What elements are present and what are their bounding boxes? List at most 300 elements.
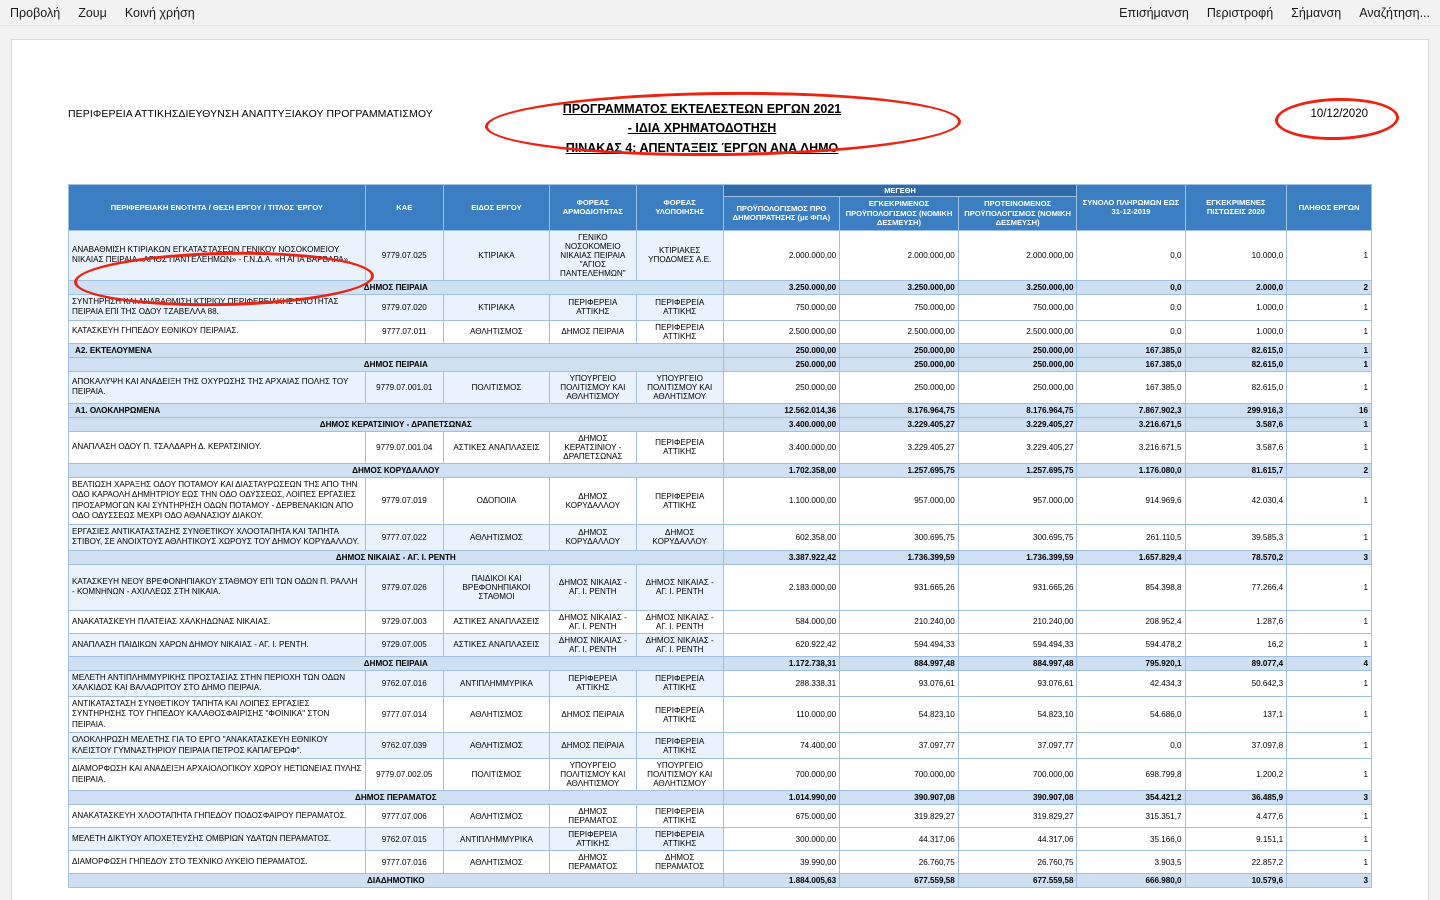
cell-approved-budget: 2.500.000,00 <box>840 320 959 343</box>
subtotal-value-3: 8.176.964,75 <box>958 403 1077 417</box>
title-line-2: - ΙΔΙΑ ΧΡΗΜΑΤΟΔΟΤΗΣΗ <box>627 121 777 136</box>
cell-project-type: ΑΣΤΙΚΕΣ ΑΝΑΠΛΑΣΕΙΣ <box>443 633 549 656</box>
subtotal-label: ΔΗΜΟΣ ΠΕΙΡΑΙΑ <box>69 656 724 670</box>
col-header-project-type: ΕΙΔΟΣ ΕΡΓΟΥ <box>443 185 549 231</box>
cell-approved-credits: 137,1 <box>1185 696 1287 733</box>
cell-proposed-budget: 957.000,00 <box>958 477 1077 524</box>
subtotal-value-3: 3.250.000,00 <box>958 280 1077 294</box>
cell-project-title: ΜΕΛΕΤΗ ΔΙΚΤΥΟΥ ΑΠΟΧΕΤΕΥΣΗΣ ΟΜΒΡΙΩΝ ΥΔΑΤΩΝ ΠΕΡΑΜΑΤΟΣ. <box>69 828 366 851</box>
subtotal-value-2: 1.736.399,59 <box>840 550 959 564</box>
cell-project-type: ΑΝΤΙΠΛΗΜΜΥΡΙΚΑ <box>443 828 549 851</box>
cell-total-payments: 0,0 <box>1077 733 1185 759</box>
subtotal-value-1: 3.400.000,00 <box>723 417 840 431</box>
cell-total-payments: 315.351,7 <box>1077 805 1185 828</box>
document-header <box>12 40 1428 155</box>
cell-implementer: ΚΤΙΡΙΑΚΕΣ ΥΠΟΔΟΜΕΣ Α.Ε. <box>636 230 723 280</box>
subtotal-value-3: 250.000,00 <box>958 343 1077 357</box>
cell-budget-pre-tender: 700.000,00 <box>723 759 840 791</box>
cell-proposed-budget: 700.000,00 <box>958 759 1077 791</box>
cell-total-payments: 208.952,4 <box>1077 610 1185 633</box>
subtotal-value-6: 1 <box>1287 343 1372 357</box>
subtotal-value-3: 3.229.405,27 <box>958 417 1077 431</box>
cell-project-count: 1 <box>1287 828 1372 851</box>
cell-kae: 9779.07.025 <box>365 230 443 280</box>
cell-project-count: 1 <box>1287 610 1372 633</box>
subtotal-value-4: 354.421,2 <box>1077 791 1185 805</box>
cell-project-title: ΣΥΝΤΗΡΗΣΗ ΚΑΙ ΑΝΑΒΑΘΜΙΣΗ ΚΤΙΡΙΟΥ ΠΕΡΙΦΕΡΕΙΑΚΗΣ ΕΝΟΤΗΤΑΣ ΠΕΙΡΑΙΑ ΕΠΙ ΤΗΣ ΟΔΟΥ ΤΖΑΒΕΛΛΑ 88. <box>69 294 366 320</box>
cell-project-title: ΑΝΑΠΛΑΣΗ ΠΑΙΔΙΚΩΝ ΧΑΡΩΝ ΔΗΜΟΥ ΝΙΚΑΙΑΣ - ΑΓ. Ι. ΡΕΝΤΗ. <box>69 633 366 656</box>
cell-approved-budget: 2.000.000,00 <box>840 230 959 280</box>
subtotal-value-6: 3 <box>1287 791 1372 805</box>
cell-project-title: ΕΡΓΑΣΙΕΣ ΑΝΤΙΚΑΤΑΣΤΑΣΗΣ ΣΥΝΘΕΤΙΚΟΥ ΧΛΟΟΤΑΠΗΤΑ ΚΑΙ ΤΑΠΗΤΑ ΣΤΙΒΟΥ, ΣΕ ΑΝΟΙΧΤΟΥΣ ΑΘΛΗΤΙΚΟΥΣ ΧΩΡΟΥΣ ΤΟΥ ΔΗΜΟΥ ΚΟΡΥΔΑΛΛΟΥ. <box>69 524 366 550</box>
table-row <box>69 564 1372 610</box>
subtotal-value-6: 3 <box>1287 550 1372 564</box>
cell-approved-credits: 22.857,2 <box>1185 851 1287 874</box>
table-row <box>69 851 1372 874</box>
subtotal-value-3: 250.000,00 <box>958 357 1077 371</box>
cell-total-payments: 261.110,5 <box>1077 524 1185 550</box>
cell-authority: ΓΕΝΙΚΟ ΝΟΣΟΚΟΜΕΙΟ ΝΙΚΑΙΑΣ ΠΕΙΡΑΙΑ "ΑΓΙΟΣ ΠΑΝΤΕΛΕΗΜΩΝ" <box>549 230 636 280</box>
subtotal-value-1: 1.884.005,63 <box>723 874 840 888</box>
cell-project-title: ΑΝΑΒΑΘΜΙΣΗ ΚΤΙΡΙΑΚΩΝ ΕΓΚΑΤΑΣΤΑΣΕΩΝ ΓΕΝΙΚΟΥ ΝΟΣΟΚΟΜΕΙΟΥ ΝΙΚΑΙΑΣ ΠΕΙΡΑΙΑ «ΑΓΙΟΣ ΠΑΝΤΕΛΕΗΜΩΝ» - Γ.Ν.Δ.Α. «Η ΑΓΙΑ ΒΑΡΒΑΡΑ». <box>69 230 366 280</box>
cell-budget-pre-tender: 250.000,00 <box>723 371 840 403</box>
cell-authority: ΔΗΜΟΣ ΠΕΡΑΜΑΤΟΣ <box>549 805 636 828</box>
subtotal-value-6: 4 <box>1287 656 1372 670</box>
document-viewport[interactable] <box>0 26 1440 900</box>
subtotal-value-6: 1 <box>1287 417 1372 431</box>
cell-proposed-budget: 3.229.405,27 <box>958 431 1077 463</box>
cell-proposed-budget: 750.000,00 <box>958 294 1077 320</box>
cell-implementer: ΠΕΡΙΦΕΡΕΙΑ ΑΤΤΙΚΗΣ <box>636 320 723 343</box>
cell-approved-budget: 319.829,27 <box>840 805 959 828</box>
cell-project-count: 1 <box>1287 670 1372 696</box>
cell-authority: ΔΗΜΟΣ ΠΕΙΡΑΙΑ <box>549 320 636 343</box>
cell-budget-pre-tender: 2.000.000,00 <box>723 230 840 280</box>
cell-kae: 9779.07.026 <box>365 564 443 610</box>
cell-approved-credits: 1.200,2 <box>1185 759 1287 791</box>
cell-authority: ΔΗΜΟΣ ΚΕΡΑΤΣΙΝΙΟΥ - ΔΡΑΠΕΤΣΩΝΑΣ <box>549 431 636 463</box>
cell-authority: ΠΕΡΙΦΕΡΕΙΑ ΑΤΤΙΚΗΣ <box>549 828 636 851</box>
cell-project-type: ΑΘΛΗΤΙΣΜΟΣ <box>443 805 549 828</box>
table-row <box>69 670 1372 696</box>
table-subtotal-row <box>69 417 1372 431</box>
col-header-authority: ΦΟΡΕΑΣ ΑΡΜΟΔΙΟΤΗΤΑΣ <box>549 185 636 231</box>
subtotal-value-5: 10.579,6 <box>1185 874 1287 888</box>
cell-kae: 9729.07.005 <box>365 633 443 656</box>
cell-total-payments: 914.969,6 <box>1077 477 1185 524</box>
table-row <box>69 371 1372 403</box>
cell-authority: ΔΗΜΟΣ ΠΕΙΡΑΙΑ <box>549 733 636 759</box>
menu-item-rotate[interactable]: Περιστροφή <box>1206 5 1274 20</box>
subtotal-value-5: 3.587,6 <box>1185 417 1287 431</box>
table-subtotal-row <box>69 656 1372 670</box>
cell-approved-budget: 594.494,33 <box>840 633 959 656</box>
cell-project-count: 1 <box>1287 851 1372 874</box>
subtotal-label: ΔΗΜΟΣ ΚΕΡΑΤΣΙΝΙΟΥ - ΔΡΑΠΕΤΣΩΝΑΣ <box>69 417 724 431</box>
cell-budget-pre-tender: 750.000,00 <box>723 294 840 320</box>
document-page <box>12 40 1428 900</box>
cell-total-payments: 854.398,8 <box>1077 564 1185 610</box>
cell-budget-pre-tender: 3.400.000,00 <box>723 431 840 463</box>
cell-project-type: ΑΘΛΗΤΙΣΜΟΣ <box>443 696 549 733</box>
cell-total-payments: 167.385,0 <box>1077 371 1185 403</box>
cell-project-count: 1 <box>1287 477 1372 524</box>
cell-project-title: ΑΝΑΚΑΤΑΣΚΕΥΗ ΧΛΟΟΤΑΠΗΤΑ ΓΗΠΕΔΟΥ ΠΟΔΟΣΦΑΙΡΟΥ ΠΕΡΑΜΑΤΟΣ. <box>69 805 366 828</box>
cell-approved-credits: 9.151,1 <box>1185 828 1287 851</box>
cell-authority: ΔΗΜΟΣ ΠΕΡΑΜΑΤΟΣ <box>549 851 636 874</box>
table-row <box>69 805 1372 828</box>
subtotal-value-1: 12.562.014,36 <box>723 403 840 417</box>
cell-approved-credits: 42.030,4 <box>1185 477 1287 524</box>
cell-total-payments: 0,0 <box>1077 320 1185 343</box>
cell-project-type: ΟΔΟΠΟΙΙΑ <box>443 477 549 524</box>
cell-budget-pre-tender: 300.000,00 <box>723 828 840 851</box>
cell-proposed-budget: 931.665,26 <box>958 564 1077 610</box>
cell-project-type: ΚΤΙΡΙΑΚΑ <box>443 294 549 320</box>
subtotal-value-6: 1 <box>1287 357 1372 371</box>
subtotal-label: ΔΗΜΟΣ ΚΟΡΥΔΑΛΛΟΥ <box>69 463 724 477</box>
cell-project-type: ΑΘΛΗΤΙΣΜΟΣ <box>443 851 549 874</box>
cell-total-payments: 35.166,0 <box>1077 828 1185 851</box>
cell-kae: 9779.07.001.04 <box>365 431 443 463</box>
col-header-project-count: ΠΛΗΘΟΣ ΕΡΓΩΝ <box>1287 185 1372 231</box>
cell-authority: ΥΠΟΥΡΓΕΙΟ ΠΟΛΙΤΙΣΜΟΥ ΚΑΙ ΑΘΛΗΤΙΣΜΟΥ <box>549 371 636 403</box>
cell-project-type: ΑΘΛΗΤΙΣΜΟΣ <box>443 320 549 343</box>
cell-approved-credits: 37.097,8 <box>1185 733 1287 759</box>
cell-authority: ΔΗΜΟΣ ΝΙΚΑΙΑΣ - ΑΓ. Ι. ΡΕΝΤΗ <box>549 610 636 633</box>
cell-approved-credits: 1.000,0 <box>1185 320 1287 343</box>
cell-project-count: 1 <box>1287 564 1372 610</box>
subtotal-value-5: 36.485,9 <box>1185 791 1287 805</box>
cell-kae: 9777.07.006 <box>365 805 443 828</box>
subtotal-value-5: 81.615,7 <box>1185 463 1287 477</box>
cell-authority: ΔΗΜΟΣ ΠΕΙΡΑΙΑ <box>549 696 636 733</box>
table-row <box>69 431 1372 463</box>
cell-proposed-budget: 210.240,00 <box>958 610 1077 633</box>
menu-left-group <box>10 6 195 20</box>
cell-budget-pre-tender: 2.183.000,00 <box>723 564 840 610</box>
cell-authority: ΔΗΜΟΣ ΝΙΚΑΙΑΣ - ΑΓ. Ι. ΡΕΝΤΗ <box>549 633 636 656</box>
cell-budget-pre-tender: 2.500.000,00 <box>723 320 840 343</box>
cell-budget-pre-tender: 1.100.000,00 <box>723 477 840 524</box>
cell-project-title: ΚΑΤΑΣΚΕΥΗ ΝΕΟΥ ΒΡΕΦΟΝΗΠΙΑΚΟΥ ΣΤΑΘΜΟΥ ΕΠΙ ΤΩΝ ΟΔΩΝ Π. ΡΑΛΛΗ - ΚΟΜΝΗΝΩΝ - ΑΧΙΛΛΕΩΣ ΣΤΗ ΝΙΚΑΙΑ. <box>69 564 366 610</box>
cell-project-title: ΔΙΑΜΟΡΦΩΣΗ ΚΑΙ ΑΝΑΔΕΙΞΗ ΑΡΧΑΙΟΛΟΓΙΚΟΥ ΧΩΡΟΥ ΗΕΤΙΩΝΕΙΑΣ ΠΥΛΗΣ ΠΕΙΡΑΙΑ. <box>69 759 366 791</box>
cell-proposed-budget: 26.760,75 <box>958 851 1077 874</box>
table-subtotal-row <box>69 463 1372 477</box>
cell-project-type: ΑΝΤΙΠΛΗΜΜΥΡΙΚΑ <box>443 670 549 696</box>
subtotal-value-6: 16 <box>1287 403 1372 417</box>
subtotal-value-3: 1.257.695,75 <box>958 463 1077 477</box>
cell-budget-pre-tender: 602.358,00 <box>723 524 840 550</box>
menu-item-zoom[interactable]: Ζουμ <box>78 5 107 20</box>
table-row <box>69 759 1372 791</box>
col-header-title: ΠΕΡΙΦΕΡΕΙΑΚΗ ΕΝΟΤΗΤΑ / ΘΕΣΗ ΕΡΓΟΥ / ΤΙΤΛΟΣ ΈΡΓΟΥ <box>69 185 366 231</box>
subtotal-value-1: 3.250.000,00 <box>723 280 840 294</box>
cell-project-type: ΑΘΛΗΤΙΣΜΟΣ <box>443 524 549 550</box>
subtotal-value-2: 250.000,00 <box>840 357 959 371</box>
cell-proposed-budget: 250.000,00 <box>958 371 1077 403</box>
cell-project-title: ΚΑΤΑΣΚΕΥΗ ΓΗΠΕΔΟΥ ΕΘΝΙΚΟΥ ΠΕΙΡΑΙΑΣ. <box>69 320 366 343</box>
table-subtotal-row <box>69 874 1372 888</box>
cell-total-payments: 42.434,3 <box>1077 670 1185 696</box>
subtotal-value-2: 8.176.964,75 <box>840 403 959 417</box>
subtotal-value-6: 2 <box>1287 463 1372 477</box>
cell-proposed-budget: 2.500.000,00 <box>958 320 1077 343</box>
subtotal-value-2: 884.997,48 <box>840 656 959 670</box>
subtotal-value-4: 0,0 <box>1077 280 1185 294</box>
cell-budget-pre-tender: 675.000,00 <box>723 805 840 828</box>
cell-implementer: ΥΠΟΥΡΓΕΙΟ ΠΟΛΙΤΙΣΜΟΥ ΚΑΙ ΑΘΛΗΤΙΣΜΟΥ <box>636 759 723 791</box>
cell-project-type: ΚΤΙΡΙΑΚΑ <box>443 230 549 280</box>
cell-project-title: ΔΙΑΜΟΡΦΩΣΗ ΓΗΠΕΔΟΥ ΣΤΟ ΤΕΧΝΙΚΟ ΛΥΚΕΙΟ ΠΕΡΑΜΑΤΟΣ. <box>69 851 366 874</box>
cell-approved-credits: 16,2 <box>1185 633 1287 656</box>
cell-approved-credits: 77.266,4 <box>1185 564 1287 610</box>
subtotal-value-1: 3.387.922,42 <box>723 550 840 564</box>
cell-total-payments: 0,0 <box>1077 294 1185 320</box>
cell-project-count: 1 <box>1287 320 1372 343</box>
table-subtotal-row <box>69 791 1372 805</box>
col-group-header-megethi: ΜΕΓΕΘΗ <box>723 185 1077 197</box>
col-header-budget-pre-tender: ΠΡΟΫΠΟΛΟΓΙΣΜΟΣ ΠΡΟ ΔΗΜΟΠΡΑΤΗΣΗΣ (με ΦΠΑ) <box>723 197 840 230</box>
cell-authority: ΔΗΜΟΣ ΚΟΡΥΔΑΛΛΟΥ <box>549 477 636 524</box>
cell-approved-budget: 300.695,75 <box>840 524 959 550</box>
cell-kae: 9777.07.022 <box>365 524 443 550</box>
cell-kae: 9729.07.003 <box>365 610 443 633</box>
cell-approved-budget: 3.229.405,27 <box>840 431 959 463</box>
menu-item-highlight[interactable]: Επισήμανση <box>1119 5 1189 20</box>
cell-kae: 9779.07.001.01 <box>365 371 443 403</box>
cell-project-count: 1 <box>1287 696 1372 733</box>
subtotal-value-5: 82.615,0 <box>1185 343 1287 357</box>
subtotal-value-4: 7.867.902,3 <box>1077 403 1185 417</box>
subtotal-value-5: 2.000,0 <box>1185 280 1287 294</box>
cell-kae: 9779.07.019 <box>365 477 443 524</box>
cell-approved-budget: 957.000,00 <box>840 477 959 524</box>
projects-table <box>68 184 1372 888</box>
cell-total-payments: 0,0 <box>1077 230 1185 280</box>
cell-budget-pre-tender: 620.922,42 <box>723 633 840 656</box>
col-header-approved-budget: ΕΓΚΕΚΡΙΜΕΝΟΣ ΠΡΟΫΠΟΛΟΓΙΣΜΟΣ (ΝΟΜΙΚΗ ΔΕΣΜΕΥΣΗ) <box>840 197 959 230</box>
cell-project-type: ΑΘΛΗΤΙΣΜΟΣ <box>443 733 549 759</box>
cell-project-title: ΑΝΑΚΑΤΑΣΚΕΥΗ ΠΛΑΤΕΙΑΣ ΧΑΛΚΗΔΩΝΑΣ ΝΙΚΑΙΑΣ. <box>69 610 366 633</box>
cell-implementer: ΠΕΡΙΦΕΡΕΙΑ ΑΤΤΙΚΗΣ <box>636 805 723 828</box>
cell-implementer: ΠΕΡΙΦΕΡΕΙΑ ΑΤΤΙΚΗΣ <box>636 431 723 463</box>
cell-implementer: ΠΕΡΙΦΕΡΕΙΑ ΑΤΤΙΚΗΣ <box>636 670 723 696</box>
menu-item-share[interactable]: Κοινή χρήση <box>124 5 195 20</box>
document-date: 10/12/2020 <box>1310 108 1368 120</box>
cell-approved-budget: 210.240,00 <box>840 610 959 633</box>
table-subtotal-row <box>69 403 1372 417</box>
cell-approved-credits: 82.615,0 <box>1185 371 1287 403</box>
cell-approved-credits: 4.477,6 <box>1185 805 1287 828</box>
cell-project-count: 1 <box>1287 759 1372 791</box>
cell-project-count: 1 <box>1287 371 1372 403</box>
table-row <box>69 696 1372 733</box>
cell-proposed-budget: 54.823,10 <box>958 696 1077 733</box>
cell-budget-pre-tender: 74.400,00 <box>723 733 840 759</box>
cell-project-title: ΑΠΟΚΑΛΥΨΗ ΚΑΙ ΑΝΑΔΕΙΞΗ ΤΗΣ ΟΧΥΡΩΣΗΣ ΤΗΣ ΑΡΧΑΙΑΣ ΠΟΛΗΣ ΤΟΥ ΠΕΙΡΑΙΑ. <box>69 371 366 403</box>
subtotal-label: ΔΙΑΔΗΜΟΤΙΚΟ <box>69 874 724 888</box>
subtotal-label: ΔΗΜΟΣ ΠΕΡΑΜΑΤΟΣ <box>69 791 724 805</box>
cell-authority: ΔΗΜΟΣ ΝΙΚΑΙΑΣ - ΑΓ. Ι. ΡΕΝΤΗ <box>549 564 636 610</box>
cell-project-type: ΠΟΛΙΤΙΣΜΟΣ <box>443 759 549 791</box>
title-line-3: ΠΙΝΑΚΑΣ 4: ΑΠΕΝΤΑΞΕΙΣ ΈΡΓΩΝ ΑΝΑ ΔΗΜΟ <box>565 140 839 155</box>
cell-total-payments: 3.216.671,5 <box>1077 431 1185 463</box>
cell-approved-credits: 3.587,6 <box>1185 431 1287 463</box>
subtotal-value-4: 795.920,1 <box>1077 656 1185 670</box>
cell-proposed-budget: 594.494,33 <box>958 633 1077 656</box>
cell-kae: 9779.07.020 <box>365 294 443 320</box>
subtotal-value-2: 1.257.695,75 <box>840 463 959 477</box>
subtotal-value-2: 677.559,58 <box>840 874 959 888</box>
subtotal-value-1: 1.702.358,00 <box>723 463 840 477</box>
cell-implementer: ΥΠΟΥΡΓΕΙΟ ΠΟΛΙΤΙΣΜΟΥ ΚΑΙ ΑΘΛΗΤΙΣΜΟΥ <box>636 371 723 403</box>
cell-kae: 9779.07.002.05 <box>365 759 443 791</box>
cell-budget-pre-tender: 584.000,00 <box>723 610 840 633</box>
table-row <box>69 610 1372 633</box>
subtotal-value-5: 299.916,3 <box>1185 403 1287 417</box>
cell-implementer: ΠΕΡΙΦΕΡΕΙΑ ΑΤΤΙΚΗΣ <box>636 477 723 524</box>
table-row <box>69 733 1372 759</box>
subtotal-value-2: 3.250.000,00 <box>840 280 959 294</box>
subtotal-value-4: 1.657.829,4 <box>1077 550 1185 564</box>
subtotal-value-3: 677.559,58 <box>958 874 1077 888</box>
title-line-1: ΠΡΟΓΡΑΜΜΑΤΟΣ ΕΚΤΕΛΕΣΤΕΩΝ ΕΡΓΩΝ 2021 <box>562 102 842 116</box>
organisation-line: ΠΕΡΙΦΕΡΕΙΑ ΑΤΤΙΚΗΣΔΙΕΥΘΥΝΣΗ ΑΝΑΠΤΥΞΙΑΚΟΥ ΠΡΟΓΡΑΜΜΑΤΙΣΜΟΥ <box>68 108 433 120</box>
cell-implementer: ΔΗΜΟΣ ΝΙΚΑΙΑΣ - ΑΓ. Ι. ΡΕΝΤΗ <box>636 564 723 610</box>
subtotal-value-1: 250.000,00 <box>723 343 840 357</box>
subtotal-label: Α2. ΕΚΤΕΛΟΥΜΕΝΑ <box>69 343 724 357</box>
cell-approved-budget: 54.823,10 <box>840 696 959 733</box>
subtotal-value-4: 167.385,0 <box>1077 343 1185 357</box>
subtotal-label: ΔΗΜΟΣ ΝΙΚΑΙΑΣ - ΑΓ. Ι. ΡΕΝΤΗ <box>69 550 724 564</box>
menu-item-view[interactable]: Προβολή <box>10 5 61 20</box>
cell-authority: ΔΗΜΟΣ ΚΟΡΥΔΑΛΛΟΥ <box>549 524 636 550</box>
cell-approved-budget: 750.000,00 <box>840 294 959 320</box>
cell-kae: 9777.07.011 <box>365 320 443 343</box>
col-header-kae: ΚΑΕ <box>365 185 443 231</box>
subtotal-value-1: 1.172.738,31 <box>723 656 840 670</box>
cell-approved-budget: 931.665,26 <box>840 564 959 610</box>
table-row <box>69 477 1372 524</box>
cell-proposed-budget: 44.317,06 <box>958 828 1077 851</box>
cell-approved-credits: 39.585,3 <box>1185 524 1287 550</box>
cell-project-type: ΑΣΤΙΚΕΣ ΑΝΑΠΛΑΣΕΙΣ <box>443 431 549 463</box>
cell-budget-pre-tender: 110.000,00 <box>723 696 840 733</box>
cell-implementer: ΔΗΜΟΣ ΝΙΚΑΙΑΣ - ΑΓ. Ι. ΡΕΝΤΗ <box>636 633 723 656</box>
subtotal-label: ΔΗΜΟΣ ΠΕΙΡΑΙΑ <box>69 357 724 371</box>
cell-implementer: ΔΗΜΟΣ ΠΕΡΑΜΑΤΟΣ <box>636 851 723 874</box>
cell-kae: 9762.07.039 <box>365 733 443 759</box>
cell-total-payments: 3.903,5 <box>1077 851 1185 874</box>
subtotal-value-2: 3.229.405,27 <box>840 417 959 431</box>
cell-proposed-budget: 93.076,61 <box>958 670 1077 696</box>
cell-authority: ΠΕΡΙΦΕΡΕΙΑ ΑΤΤΙΚΗΣ <box>549 294 636 320</box>
table-subtotal-row <box>69 550 1372 564</box>
cell-project-type: ΠΟΛΙΤΙΣΜΟΣ <box>443 371 549 403</box>
table-subtotal-row <box>69 280 1372 294</box>
cell-implementer: ΠΕΡΙΦΕΡΕΙΑ ΑΤΤΙΚΗΣ <box>636 733 723 759</box>
app-menu-bar <box>0 0 1440 26</box>
subtotal-value-5: 89.077,4 <box>1185 656 1287 670</box>
table-row <box>69 828 1372 851</box>
cell-project-count: 1 <box>1287 633 1372 656</box>
cell-implementer: ΔΗΜΟΣ ΚΟΡΥΔΑΛΛΟΥ <box>636 524 723 550</box>
subtotal-value-3: 884.997,48 <box>958 656 1077 670</box>
subtotal-value-5: 82.615,0 <box>1185 357 1287 371</box>
cell-implementer: ΠΕΡΙΦΕΡΕΙΑ ΑΤΤΙΚΗΣ <box>636 828 723 851</box>
table-row <box>69 230 1372 280</box>
subtotal-value-4: 3.216.671,5 <box>1077 417 1185 431</box>
subtotal-value-4: 666.980,0 <box>1077 874 1185 888</box>
cell-proposed-budget: 37.097,77 <box>958 733 1077 759</box>
subtotal-value-6: 2 <box>1287 280 1372 294</box>
cell-total-payments: 594.478,2 <box>1077 633 1185 656</box>
subtotal-label: Α1. ΟΛΟΚΛΗΡΩΜΕΝΑ <box>69 403 724 417</box>
cell-project-count: 1 <box>1287 805 1372 828</box>
cell-total-payments: 698.799,8 <box>1077 759 1185 791</box>
table-group-header-row <box>69 185 1372 197</box>
cell-approved-credits: 1.287,6 <box>1185 610 1287 633</box>
subtotal-value-4: 1.176.080,0 <box>1077 463 1185 477</box>
cell-proposed-budget: 2.000.000,00 <box>958 230 1077 280</box>
cell-total-payments: 54.686,0 <box>1077 696 1185 733</box>
cell-kae: 9777.07.014 <box>365 696 443 733</box>
subtotal-value-3: 1.736.399,59 <box>958 550 1077 564</box>
menu-right-group <box>1119 6 1430 20</box>
cell-approved-budget: 700.000,00 <box>840 759 959 791</box>
cell-approved-credits: 1.000,0 <box>1185 294 1287 320</box>
cell-authority: ΠΕΡΙΦΕΡΕΙΑ ΑΤΤΙΚΗΣ <box>549 670 636 696</box>
subtotal-label: ΔΗΜΟΣ ΠΕΙΡΑΙΑ <box>69 280 724 294</box>
table-head <box>69 185 1372 231</box>
cell-approved-budget: 37.097,77 <box>840 733 959 759</box>
cell-implementer: ΔΗΜΟΣ ΝΙΚΑΙΑΣ - ΑΓ. Ι. ΡΕΝΤΗ <box>636 610 723 633</box>
cell-project-count: 1 <box>1287 294 1372 320</box>
subtotal-value-3: 390.907,08 <box>958 791 1077 805</box>
cell-proposed-budget: 300.695,75 <box>958 524 1077 550</box>
cell-project-type: ΑΣΤΙΚΕΣ ΑΝΑΠΛΑΣΕΙΣ <box>443 610 549 633</box>
menu-item-search[interactable]: Αναζήτηση... <box>1359 5 1430 20</box>
cell-approved-credits: 10.000,0 <box>1185 230 1287 280</box>
cell-project-title: ΑΝΤΙΚΑΤΑΣΤΑΣΗ ΣΥΝΘΕΤΙΚΟΥ ΤΑΠΗΤΑ ΚΑΙ ΛΟΙΠΕΣ ΕΡΓΑΣΙΕΣ ΣΥΝΤΗΡΗΣΗΣ ΤΟΥ ΓΗΠΕΔΟΥ ΚΑΛΑΘΟΣΦΑΙΡΙΣΗΣ "ΦΟΙΝΙΚΑ" ΣΤΟΝ ΠΕΙΡΑΙΑ. <box>69 696 366 733</box>
cell-approved-budget: 93.076,61 <box>840 670 959 696</box>
subtotal-value-5: 78.570,2 <box>1185 550 1287 564</box>
col-header-approved-credits: ΕΓΚΕΚΡΙΜΕΝΕΣ ΠΙΣΤΩΣΕΙΣ 2020 <box>1185 185 1287 231</box>
menu-item-markup[interactable]: Σήμανση <box>1291 5 1342 20</box>
cell-approved-credits: 50.642,3 <box>1185 670 1287 696</box>
subtotal-value-2: 250.000,00 <box>840 343 959 357</box>
cell-budget-pre-tender: 288.338,31 <box>723 670 840 696</box>
table-row <box>69 524 1372 550</box>
cell-project-count: 1 <box>1287 733 1372 759</box>
table-row <box>69 633 1372 656</box>
cell-project-title: ΒΕΛΤΙΩΣΗ ΧΑΡΑΞΗΣ ΟΔΟΥ ΠΟΤΑΜΟΥ ΚΑΙ ΔΙΑΣΤΑΥΡΩΣΕΩΝ ΤΗΣ ΑΠΟ ΤΗΝ ΟΔΟ ΚΑΡΑΟΛΗ ΔΗΜΗΤΡΙΟΥ ΕΩΣ ΤΗΝ ΟΔΟ ΟΔΥΣΣΕΩΣ, ΛΟΙΠΕΣ ΕΡΓΑΣΙΕΣ ΠΡΟΣΑΡΜΟΓΩΝ ΚΑΙ ΣΥΝΤΗΡΗΣΗ ΟΔΩΝ ΠΟΤΑΜΟΥ - ΔΕΡΒΕΝΑΚΙΩΝ ΑΠΟ ΟΔΟ ΟΔΥΣΣΕΩΣ ΜΕΧΡΙ ΟΔΟ ΑΘΑΝΑΣΙΟΥ ΔΙΑΚΟΥ. <box>69 477 366 524</box>
cell-project-type: ΠΑΙΔΙΚΟΙ ΚΑΙ ΒΡΕΦΟΝΗΠΙΑΚΟΙ ΣΤΑΘΜΟΙ <box>443 564 549 610</box>
subtotal-value-2: 390.907,08 <box>840 791 959 805</box>
cell-implementer: ΠΕΡΙΦΕΡΕΙΑ ΑΤΤΙΚΗΣ <box>636 294 723 320</box>
cell-implementer: ΠΕΡΙΦΕΡΕΙΑ ΑΤΤΙΚΗΣ <box>636 696 723 733</box>
table-body <box>69 230 1372 888</box>
cell-project-title: ΜΕΛΕΤΗ ΑΝΤΙΠΛΗΜΜΥΡΙΚΗΣ ΠΡΟΣΤΑΣΙΑΣ ΣΤΗΝ ΠΕΡΙΟΧΗ ΤΩΝ ΟΔΩΝ ΧΑΛΚΙΔΟΣ ΚΑΙ ΒΑΛΑΩΡΙΤΟΥ ΣΤΟ ΔΗΜΟ ΠΕΙΡΑΙΑ. <box>69 670 366 696</box>
table-row <box>69 294 1372 320</box>
cell-authority: ΥΠΟΥΡΓΕΙΟ ΠΟΛΙΤΙΣΜΟΥ ΚΑΙ ΑΘΛΗΤΙΣΜΟΥ <box>549 759 636 791</box>
cell-approved-budget: 250.000,00 <box>840 371 959 403</box>
cell-approved-budget: 44.317,06 <box>840 828 959 851</box>
subtotal-value-4: 167.385,0 <box>1077 357 1185 371</box>
cell-project-title: ΑΝΑΠΛΑΣΗ ΟΔΟΥ Π. ΤΣΑΛΔΑΡΗ Δ. ΚΕΡΑΤΣΙΝΙΟΥ. <box>69 431 366 463</box>
table-row <box>69 320 1372 343</box>
